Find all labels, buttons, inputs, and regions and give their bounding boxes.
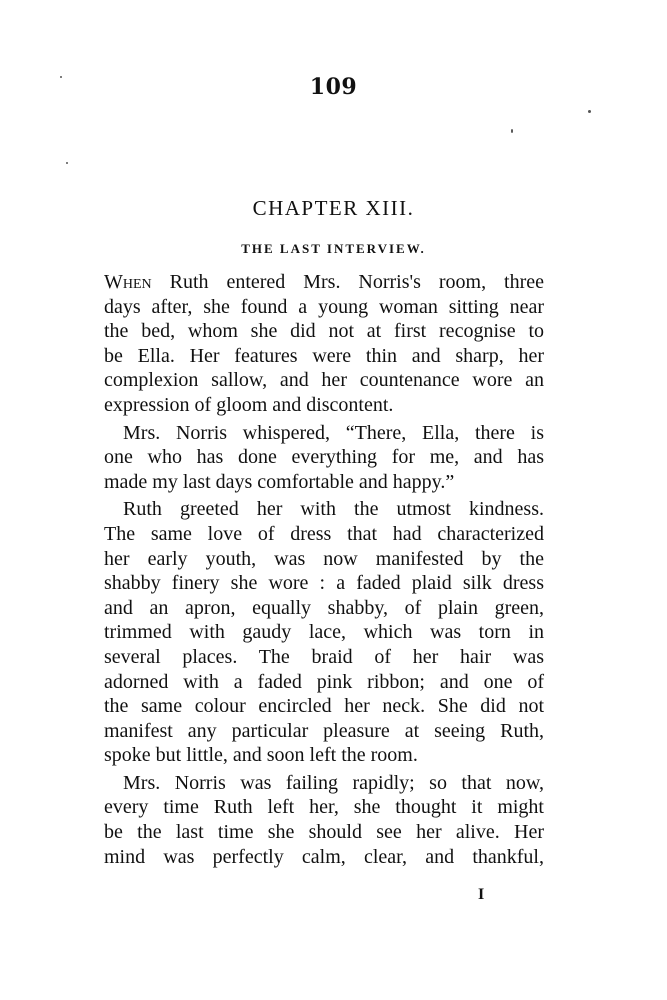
chapter-body <box>104 270 544 869</box>
text-line: expression of gloom and discontent. <box>104 393 394 416</box>
text-line: her early youth, was now manifested by the <box>104 547 544 570</box>
paragraph <box>104 497 544 768</box>
signature-mark: I <box>478 886 485 903</box>
paragraph <box>104 270 544 418</box>
text-line: adorned with a faded pink ribbon; and one of <box>104 670 544 693</box>
text-line: days after, she found a young woman sitting near <box>104 295 544 318</box>
chapter-subtitle: THE LAST INTERVIEW. <box>241 241 426 256</box>
paper-speck <box>60 76 62 78</box>
text-line: complexion sallow, and her countenance wore an <box>104 369 544 392</box>
text-line: made my last days comfortable and happy.” <box>104 470 455 493</box>
paper-speck <box>588 110 591 113</box>
text-line: every time Ruth left her, she thought it might <box>104 796 544 819</box>
text-line: be Ella. Her features were thin and sharp, her <box>104 344 544 367</box>
text-line: one who has done everything for me, and has <box>104 446 544 469</box>
text-line: mind was perfectly calm, clear, and thankful, <box>104 845 544 868</box>
text-line: and an apron, equally shabby, of plain green, <box>104 596 544 619</box>
chapter-title: CHAPTER XIII. <box>252 196 415 220</box>
text-line: the same colour encircled her neck. She did not <box>104 695 544 718</box>
text-line: manifest any particular pleasure at seeing Ruth, <box>104 719 544 742</box>
text-line: several places. The braid of her hair was <box>104 645 544 668</box>
text-line: Mrs. Norris whispered, “There, Ella, there is <box>123 421 544 444</box>
text-line: trimmed with gaudy lace, which was torn in <box>104 621 544 644</box>
page-number: 109 <box>309 74 358 100</box>
text-line: be the last time she should see her alive. Her <box>104 821 544 844</box>
text-line: The same love of dress that had characterized <box>104 522 544 545</box>
opening-word: When <box>104 271 152 293</box>
paper-speck <box>66 162 68 164</box>
paper-speck <box>511 129 513 133</box>
text-line: shabby finery she wore : a faded plaid silk dress <box>104 572 544 595</box>
text-line: Mrs. Norris was failing rapidly; so that now, <box>123 771 544 794</box>
text-line: spoke but little, and soon left the room. <box>104 744 418 767</box>
text-line: Ruth greeted her with the utmost kindness. <box>123 498 544 521</box>
text-line: When Ruth entered Mrs. Norris's room, three <box>104 271 544 293</box>
paragraph <box>104 421 544 495</box>
text-line: the bed, whom she did not at first recognise to <box>104 320 544 343</box>
paragraph <box>104 771 544 869</box>
